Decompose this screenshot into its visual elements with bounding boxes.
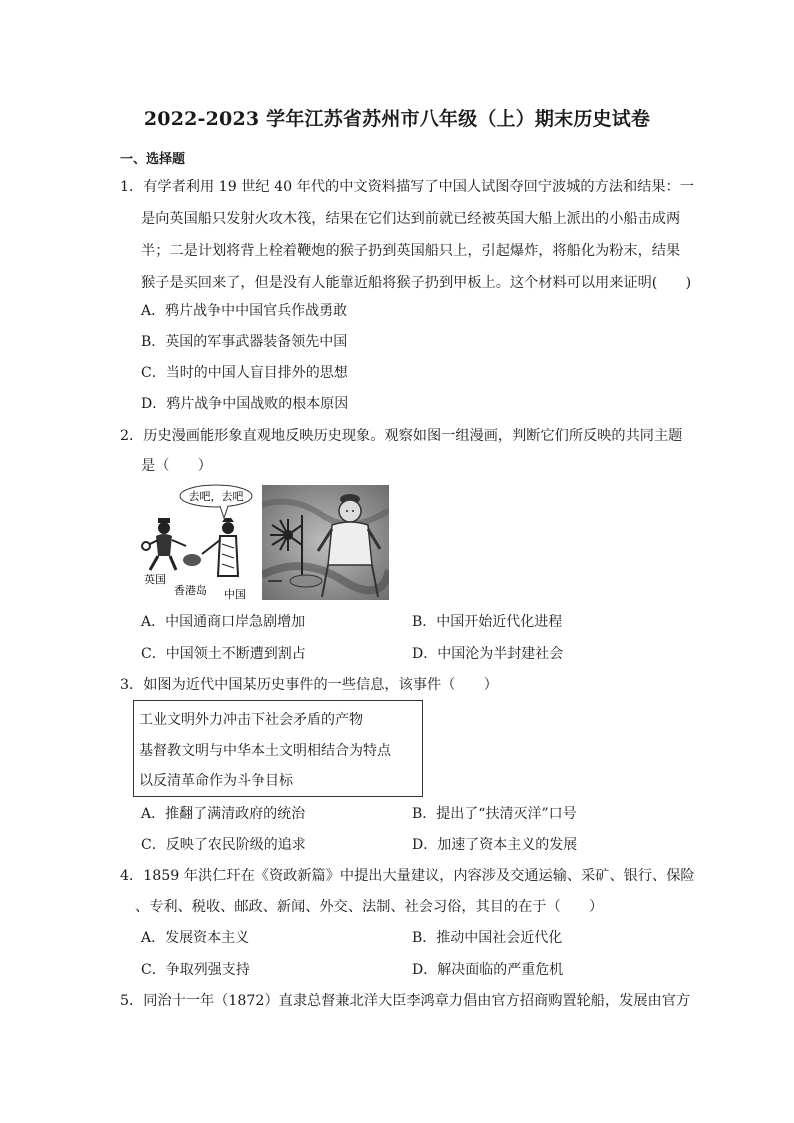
option-c[interactable]: C．当时的中国人盲目排外的思想	[141, 365, 348, 381]
question-text-line: 猴子是买回来了，但是没有人能靠近船将猴子扔到甲板上。这个材料可以用来证明( )	[141, 275, 692, 291]
info-box-line: 基督教文明与中华本土文明相结合为特点	[139, 743, 391, 759]
question-text-line: 是向英国船只发射火攻木筏，结果在它们达到前就已经被英国大船上派出的小船击成两	[141, 211, 681, 227]
label-britain: 英国	[144, 573, 166, 586]
question-text-line: 4．1859 年洪仁玕在《资政新篇》中提出大量建议，内容涉及交通运输、采矿、银行、保险	[120, 868, 695, 884]
info-box	[133, 700, 423, 797]
option-c[interactable]: C．反映了农民阶级的追求	[141, 837, 306, 853]
option-d[interactable]: D．解决面临的严重危机	[412, 962, 564, 978]
label-hong-kong: 香港岛	[174, 584, 207, 597]
option-d[interactable]: D．鸦片战争中国战败的根本原因	[141, 396, 349, 412]
option-d[interactable]: D．加速了资本主义的发展	[412, 837, 578, 853]
option-b[interactable]: B．英国的军事武器装备领先中国	[141, 334, 348, 350]
option-c[interactable]: C．中国领土不断遭到割占	[141, 646, 306, 662]
speech-bubble-text: 去吧，去吧	[188, 490, 244, 503]
info-box-line: 工业文明外力冲击下社会矛盾的产物	[139, 712, 363, 728]
option-b[interactable]: B．提出了“扶清灭洋”口号	[412, 806, 577, 822]
option-d[interactable]: D．中国沦为半封建社会	[412, 646, 564, 662]
cartoon-cession-image	[136, 484, 254, 602]
option-b[interactable]: B．中国开始近代化进程	[412, 614, 563, 630]
section-heading: 一、选择题	[120, 152, 186, 167]
option-a[interactable]: A．推翻了满清政府的统治	[141, 806, 306, 822]
question-text-line: 5．同治十一年（1872）直隶总督兼北洋大臣李鸿章力倡由官方招商购置轮船，发展由官方	[120, 993, 691, 1009]
question-text-line: 半；二是计划将背上栓着鞭炮的猴子扔到英国船只上，引起爆炸，将船化为粉末，结果	[141, 243, 681, 259]
question-text-line: 3．如图为近代中国某历史事件的一些信息，该事件（ ）	[120, 677, 498, 693]
page-title: 2022-2023 学年江苏省苏州市八年级（上）期末历史试卷	[143, 108, 651, 130]
cartoon-japan-image	[262, 485, 389, 600]
option-a[interactable]: A．发展资本主义	[141, 930, 250, 946]
label-china: 中国	[224, 588, 246, 601]
question-text-line: 2．历史漫画能形象直观地反映历史现象。观察如图一组漫画，判断它们所反映的共同主题	[120, 428, 683, 444]
question-text-line: 、专利、税收、邮政、新闻、外交、法制、社会习俗，其目的在于（ ）	[135, 899, 604, 915]
question-text-line: 是（ ）	[141, 458, 212, 474]
option-a[interactable]: A．中国通商口岸急剧增加	[141, 614, 306, 630]
question-text-line: 1．有学者利用 19 世纪 40 年代的中文资料描写了中国人试图夺回宁波城的方法和结果：一	[120, 179, 694, 195]
option-b[interactable]: B．推动中国社会近代化	[412, 930, 563, 946]
info-box-line: 以反清革命作为斗争目标	[139, 773, 293, 789]
option-c[interactable]: C．争取列强支持	[141, 962, 250, 978]
option-a[interactable]: A．鸦片战争中中国官兵作战勇敢	[141, 303, 348, 319]
